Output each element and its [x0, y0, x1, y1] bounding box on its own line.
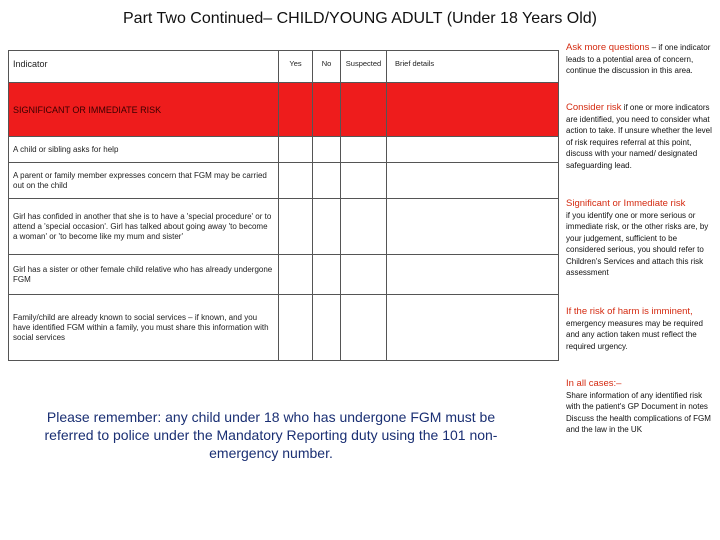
- cell-details[interactable]: [387, 137, 559, 163]
- cell-details[interactable]: [387, 83, 559, 137]
- sidebar-consider-risk: [566, 102, 714, 171]
- cell-suspected[interactable]: [341, 295, 387, 361]
- all-cases-text: Share information of any identified risk with the patient's GP Document in notes Discuss the health complications of FGM and the law in the UK: [566, 390, 711, 434]
- header-brief-details: Brief details: [387, 51, 559, 83]
- indicator-text: A parent or family member expresses concern that FGM may be carried out on the child: [9, 163, 279, 199]
- cell-no[interactable]: [313, 83, 341, 137]
- cell-no[interactable]: [313, 255, 341, 295]
- cell-yes[interactable]: [279, 255, 313, 295]
- indicator-text: Family/child are already known to social services – if known, and you have identified FGM within a family, you must share this information with social services: [9, 295, 279, 361]
- table-row: [9, 255, 559, 295]
- cell-details[interactable]: [387, 295, 559, 361]
- imminent-heading: If the risk of harm is imminent,: [566, 306, 693, 317]
- sidebar-ask-more: [566, 42, 714, 77]
- cell-suspected[interactable]: [341, 83, 387, 137]
- cell-suspected[interactable]: [341, 163, 387, 199]
- header-no: No: [313, 51, 341, 83]
- consider-risk-heading: Consider risk: [566, 102, 622, 113]
- ask-more-heading: Ask more questions: [566, 42, 650, 53]
- cell-no[interactable]: [313, 295, 341, 361]
- indicator-text: Girl has confided in another that she is to have a 'special procedure' or to attend a 'special occasion'. Girl has talked about going away 'to become a woman' or 'to become like my mum and sister': [9, 199, 279, 255]
- table-row: [9, 163, 559, 199]
- cell-no[interactable]: [313, 199, 341, 255]
- significant-heading: Significant or Immediate risk: [566, 198, 686, 209]
- cell-yes[interactable]: [279, 199, 313, 255]
- cell-suspected[interactable]: [341, 199, 387, 255]
- table-row: [9, 137, 559, 163]
- cell-yes[interactable]: [279, 137, 313, 163]
- risk-indicator-table: [8, 50, 559, 361]
- header-yes: Yes: [279, 51, 313, 83]
- all-cases-heading: In all cases:–: [566, 378, 622, 389]
- table-row: [9, 199, 559, 255]
- cell-details[interactable]: [387, 163, 559, 199]
- table-header-row: [9, 51, 559, 83]
- significant-risk-row: [9, 83, 559, 137]
- ask-more-text: – if one indicator leads to a potential area of concern, continue the discussion in this area.: [566, 43, 711, 75]
- cell-no[interactable]: [313, 163, 341, 199]
- table-row: [9, 295, 559, 361]
- cell-details[interactable]: [387, 199, 559, 255]
- cell-suspected[interactable]: [341, 137, 387, 163]
- sidebar-all-cases: [566, 378, 714, 436]
- mandatory-reporting-notice: Please remember: any child under 18 who has undergone FGM must be referred to police under the Mandatory Reporting duty using the 101 non-emergency number.: [44, 409, 498, 461]
- cell-details[interactable]: [387, 255, 559, 295]
- page-title: Part Two Continued– CHILD/YOUNG ADULT (Under 18 Years Old): [123, 10, 597, 27]
- cell-yes[interactable]: [279, 295, 313, 361]
- sidebar-significant-risk: [566, 198, 714, 279]
- cell-yes[interactable]: [279, 83, 313, 137]
- cell-suspected[interactable]: [341, 255, 387, 295]
- cell-yes[interactable]: [279, 163, 313, 199]
- sidebar-imminent-risk: [566, 306, 714, 352]
- consider-risk-text: if one or more indicators are identified, you need to consider what action to take. If unsure whether the level of risk requires referral at this point, discuss with your named/ designated safeguarding lead.: [566, 103, 712, 170]
- header-suspected: Suspected: [341, 51, 387, 83]
- indicator-text: Girl has a sister or other female child relative who has already undergone FGM: [9, 255, 279, 295]
- imminent-text: emergency measures may be required and any action taken must reflect the required urgency.: [566, 318, 703, 351]
- indicator-text: A child or sibling asks for help: [9, 137, 279, 163]
- significant-risk-label: SIGNIFICANT OR IMMEDIATE RISK: [9, 83, 279, 137]
- cell-no[interactable]: [313, 137, 341, 163]
- significant-text: if you identify one or more serious or immediate risk, or the other risks are, by your judgement, sufficient to be considered serious, you should refer to Children's Services and attach this risk assessment: [566, 210, 709, 277]
- header-indicator: Indicator: [9, 51, 279, 83]
